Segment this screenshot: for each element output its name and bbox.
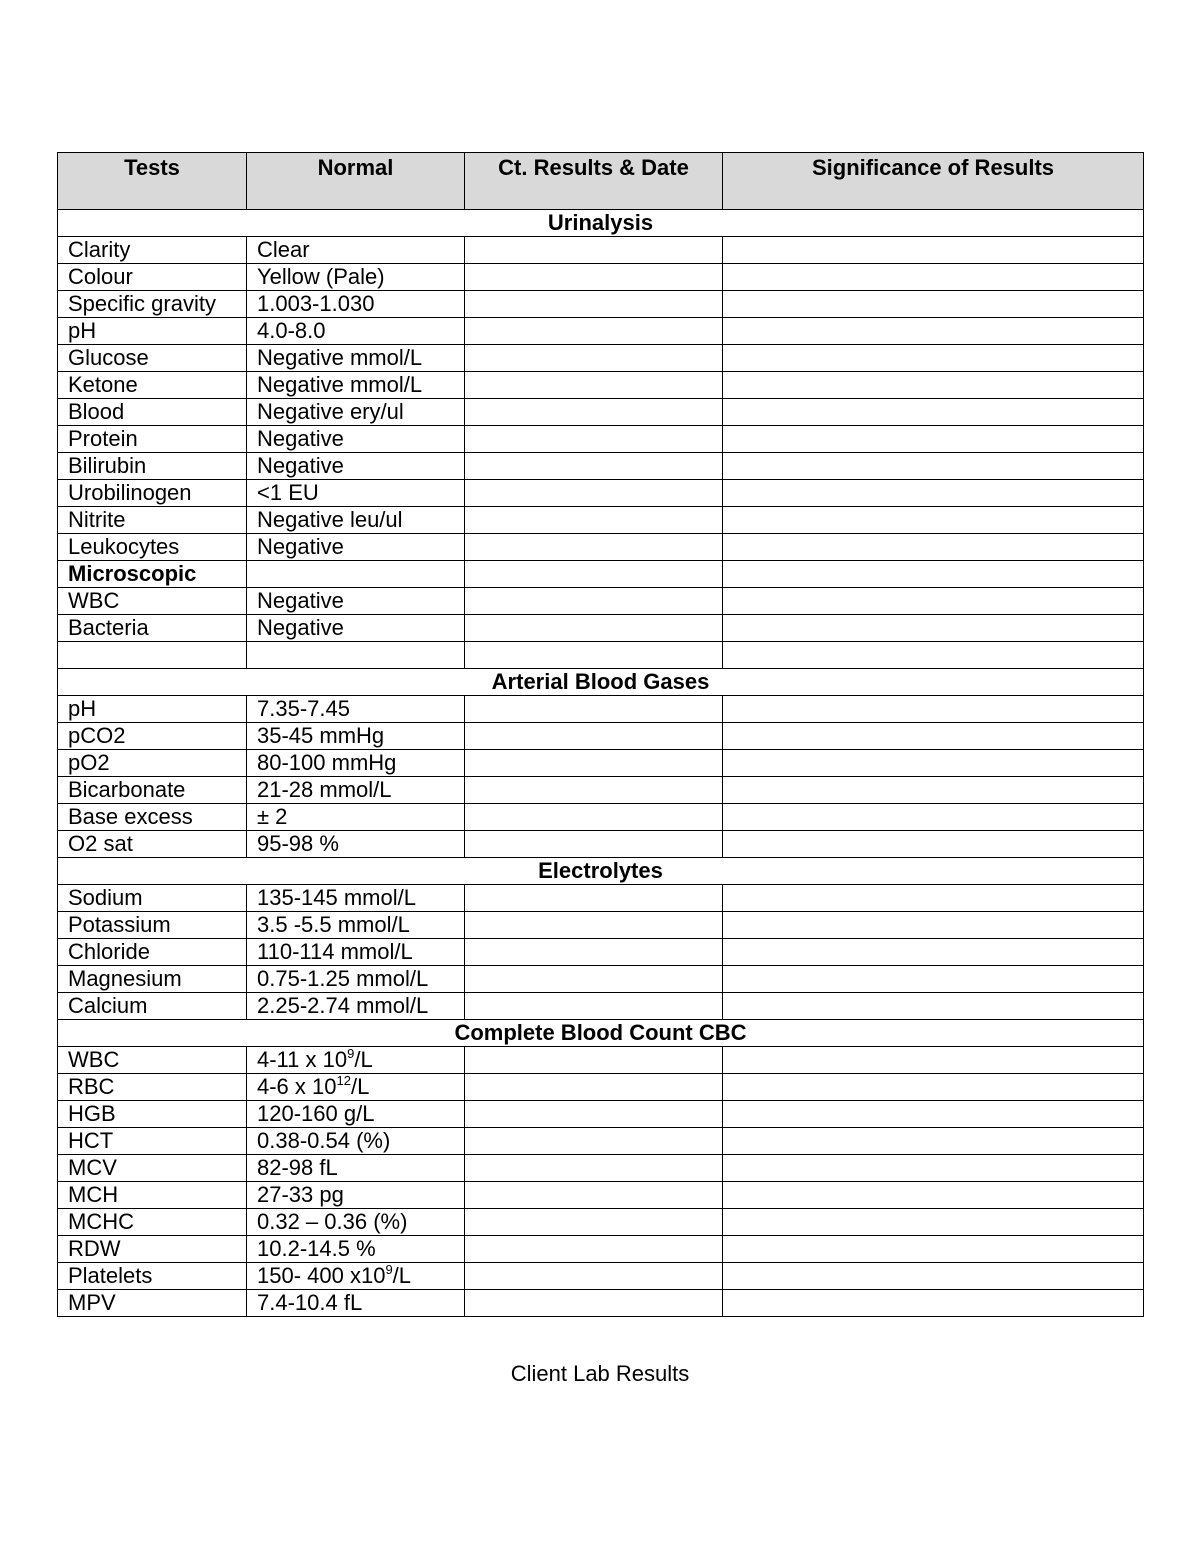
- table-body: [58, 210, 1144, 1317]
- table-row: [58, 480, 1144, 507]
- result-date-cell[interactable]: [465, 723, 723, 750]
- normal-range-cell: 135-145 mmol/L: [247, 885, 465, 912]
- significance-cell[interactable]: [723, 345, 1144, 372]
- significance-cell[interactable]: [723, 777, 1144, 804]
- page-footer: Client Lab Results: [510, 1361, 690, 1386]
- normal-range-cell: 2.25-2.74 mmol/L: [247, 993, 465, 1020]
- result-date-cell[interactable]: [465, 534, 723, 561]
- table-row: [58, 1209, 1144, 1236]
- test-name-cell: WBC: [58, 588, 247, 615]
- significance-cell[interactable]: [723, 318, 1144, 345]
- test-name-cell: pH: [58, 318, 247, 345]
- table-row: [58, 1047, 1144, 1074]
- header-row: [58, 153, 1144, 210]
- result-date-cell[interactable]: [465, 966, 723, 993]
- significance-cell[interactable]: [723, 399, 1144, 426]
- test-name-cell: Microscopic: [58, 561, 247, 588]
- section-title: Complete Blood Count CBC: [58, 1020, 1144, 1047]
- exponent: 9: [385, 1262, 393, 1277]
- significance-cell[interactable]: [723, 588, 1144, 615]
- test-name-cell: Ketone: [58, 372, 247, 399]
- header-tests: Tests: [58, 153, 247, 210]
- significance-cell[interactable]: [723, 696, 1144, 723]
- test-name-cell: Bilirubin: [58, 453, 247, 480]
- test-name-cell: MCH: [58, 1182, 247, 1209]
- significance-cell[interactable]: [723, 1155, 1144, 1182]
- result-date-cell[interactable]: [465, 399, 723, 426]
- test-name-cell: Colour: [58, 264, 247, 291]
- normal-range-cell: 110-114 mmol/L: [247, 939, 465, 966]
- table-row: [58, 588, 1144, 615]
- normal-range-cell: 120-160 g/L: [247, 1101, 465, 1128]
- table-row: [58, 372, 1144, 399]
- result-date-cell[interactable]: [465, 1263, 723, 1290]
- result-date-cell[interactable]: [465, 1128, 723, 1155]
- normal-range-cell: 7.4-10.4 fL: [247, 1290, 465, 1317]
- result-date-cell[interactable]: [465, 831, 723, 858]
- significance-cell[interactable]: [723, 993, 1144, 1020]
- normal-range-cell: 0.38-0.54 (%): [247, 1128, 465, 1155]
- test-name-cell: Bacteria: [58, 615, 247, 642]
- normal-range-cell: 1.003-1.030: [247, 291, 465, 318]
- significance-cell[interactable]: [723, 642, 1144, 669]
- test-name-cell: Base excess: [58, 804, 247, 831]
- result-date-cell[interactable]: [465, 345, 723, 372]
- significance-cell[interactable]: [723, 615, 1144, 642]
- normal-range-cell: ± 2: [247, 804, 465, 831]
- significance-cell[interactable]: [723, 1074, 1144, 1101]
- table-row: [58, 1074, 1144, 1101]
- result-date-cell[interactable]: [465, 1236, 723, 1263]
- table-row: [58, 885, 1144, 912]
- significance-cell[interactable]: [723, 1182, 1144, 1209]
- table-row: [58, 1128, 1144, 1155]
- test-name-cell: Blood: [58, 399, 247, 426]
- significance-cell[interactable]: [723, 831, 1144, 858]
- test-name-cell: MPV: [58, 1290, 247, 1317]
- normal-range-cell: [247, 561, 465, 588]
- normal-range-cell: Negative mmol/L: [247, 345, 465, 372]
- result-date-cell[interactable]: [465, 750, 723, 777]
- result-date-cell[interactable]: [465, 777, 723, 804]
- result-date-cell[interactable]: [465, 1074, 723, 1101]
- test-name-cell: Leukocytes: [58, 534, 247, 561]
- normal-range-cell: [247, 1263, 465, 1290]
- result-date-cell[interactable]: [465, 426, 723, 453]
- table-row: [58, 1182, 1144, 1209]
- table-row: [58, 804, 1144, 831]
- test-name-cell: RDW: [58, 1236, 247, 1263]
- table-row: [58, 561, 1144, 588]
- significance-cell[interactable]: [723, 453, 1144, 480]
- table-row: [58, 507, 1144, 534]
- result-date-cell[interactable]: [465, 1047, 723, 1074]
- significance-cell[interactable]: [723, 1101, 1144, 1128]
- normal-range-cell: [247, 1074, 465, 1101]
- significance-cell[interactable]: [723, 264, 1144, 291]
- section-title: Urinalysis: [58, 210, 1144, 237]
- normal-range-cell: 4.0-8.0: [247, 318, 465, 345]
- significance-cell[interactable]: [723, 1209, 1144, 1236]
- result-date-cell[interactable]: [465, 318, 723, 345]
- significance-cell[interactable]: [723, 534, 1144, 561]
- significance-cell[interactable]: [723, 1263, 1144, 1290]
- significance-cell[interactable]: [723, 1290, 1144, 1317]
- result-date-cell[interactable]: [465, 561, 723, 588]
- table-row: [58, 1236, 1144, 1263]
- normal-range-cell: 7.35-7.45: [247, 696, 465, 723]
- test-name-cell: Protein: [58, 426, 247, 453]
- normal-range-cell: [247, 1047, 465, 1074]
- normal-range-cell: Negative: [247, 534, 465, 561]
- table-row: [58, 426, 1144, 453]
- test-name-cell: MCHC: [58, 1209, 247, 1236]
- section-title: Arterial Blood Gases: [58, 669, 1144, 696]
- test-name-cell: Urobilinogen: [58, 480, 247, 507]
- normal-range-cell: Negative: [247, 453, 465, 480]
- header-significance: Significance of Results: [723, 153, 1144, 210]
- result-date-cell[interactable]: [465, 615, 723, 642]
- significance-cell[interactable]: [723, 939, 1144, 966]
- table-row: [58, 939, 1144, 966]
- section-title: Electrolytes: [58, 858, 1144, 885]
- result-date-cell[interactable]: [465, 453, 723, 480]
- result-date-cell[interactable]: [465, 993, 723, 1020]
- unit-suffix: /L: [354, 1047, 373, 1072]
- normal-range-cell: Negative leu/ul: [247, 507, 465, 534]
- significance-cell[interactable]: [723, 750, 1144, 777]
- result-date-cell[interactable]: [465, 264, 723, 291]
- normal-range-text: 150- 400 x10: [257, 1263, 386, 1288]
- result-date-cell[interactable]: [465, 696, 723, 723]
- table-row: [58, 1101, 1144, 1128]
- table-row: [58, 831, 1144, 858]
- section-row: [58, 858, 1144, 885]
- normal-range-cell: <1 EU: [247, 480, 465, 507]
- test-name-cell: Glucose: [58, 345, 247, 372]
- test-name-cell: Magnesium: [58, 966, 247, 993]
- significance-cell[interactable]: [723, 912, 1144, 939]
- significance-cell[interactable]: [723, 372, 1144, 399]
- normal-range-cell: [247, 642, 465, 669]
- unit-suffix: /L: [350, 1074, 370, 1099]
- significance-cell[interactable]: [723, 561, 1144, 588]
- significance-cell[interactable]: [723, 237, 1144, 264]
- normal-range-cell: 3.5 -5.5 mmol/L: [247, 912, 465, 939]
- test-name-cell: Platelets: [58, 1263, 247, 1290]
- header-results: Ct. Results & Date: [465, 153, 723, 210]
- table-row: [58, 615, 1144, 642]
- test-name-cell: Clarity: [58, 237, 247, 264]
- normal-range-cell: Clear: [247, 237, 465, 264]
- header-normal: Normal: [247, 153, 465, 210]
- result-date-cell[interactable]: [465, 1182, 723, 1209]
- table-row: [58, 264, 1144, 291]
- result-date-cell[interactable]: [465, 237, 723, 264]
- normal-range-cell: 27-33 pg: [247, 1182, 465, 1209]
- test-name-cell: Nitrite: [58, 507, 247, 534]
- section-row: [58, 669, 1144, 696]
- normal-range-text: 4-11 x 10: [257, 1047, 348, 1072]
- significance-cell[interactable]: [723, 1128, 1144, 1155]
- table-row: [58, 534, 1144, 561]
- result-date-cell[interactable]: [465, 588, 723, 615]
- table-row: [58, 642, 1144, 669]
- test-name-cell: pO2: [58, 750, 247, 777]
- significance-cell[interactable]: [723, 1047, 1144, 1074]
- table-row: [58, 723, 1144, 750]
- normal-range-cell: 95-98 %: [247, 831, 465, 858]
- normal-range-cell: Negative: [247, 426, 465, 453]
- result-date-cell[interactable]: [465, 1101, 723, 1128]
- table-row: [58, 237, 1144, 264]
- significance-cell[interactable]: [723, 291, 1144, 318]
- test-name-cell: [58, 642, 247, 669]
- table-row: [58, 966, 1144, 993]
- normal-range-cell: Negative ery/ul: [247, 399, 465, 426]
- normal-range-cell: Negative: [247, 615, 465, 642]
- test-name-cell: HCT: [58, 1128, 247, 1155]
- exponent: 12: [336, 1073, 351, 1088]
- result-date-cell[interactable]: [465, 804, 723, 831]
- test-name-cell: MCV: [58, 1155, 247, 1182]
- normal-range-cell: 80-100 mmHg: [247, 750, 465, 777]
- significance-cell[interactable]: [723, 885, 1144, 912]
- test-name-cell: pCO2: [58, 723, 247, 750]
- normal-range-cell: Yellow (Pale): [247, 264, 465, 291]
- significance-cell[interactable]: [723, 804, 1144, 831]
- section-row: [58, 210, 1144, 237]
- result-date-cell[interactable]: [465, 372, 723, 399]
- table-row: [58, 291, 1144, 318]
- result-date-cell[interactable]: [465, 939, 723, 966]
- table-row: [58, 399, 1144, 426]
- table-row: [58, 318, 1144, 345]
- result-date-cell[interactable]: [465, 480, 723, 507]
- normal-range-cell: 0.32 – 0.36 (%): [247, 1209, 465, 1236]
- significance-cell[interactable]: [723, 507, 1144, 534]
- result-date-cell[interactable]: [465, 885, 723, 912]
- table-row: [58, 777, 1144, 804]
- table-row: [58, 696, 1144, 723]
- table-row: [58, 1290, 1144, 1317]
- test-name-cell: pH: [58, 696, 247, 723]
- table-row: [58, 345, 1144, 372]
- significance-cell[interactable]: [723, 966, 1144, 993]
- test-name-cell: RBC: [58, 1074, 247, 1101]
- section-row: [58, 1020, 1144, 1047]
- result-date-cell[interactable]: [465, 912, 723, 939]
- table-row: [58, 453, 1144, 480]
- result-date-cell[interactable]: [465, 1290, 723, 1317]
- normal-range-cell: 10.2-14.5 %: [247, 1236, 465, 1263]
- test-name-cell: Calcium: [58, 993, 247, 1020]
- test-name-cell: WBC: [58, 1047, 247, 1074]
- test-name-cell: O2 sat: [58, 831, 247, 858]
- normal-range-cell: 35-45 mmHg: [247, 723, 465, 750]
- result-date-cell[interactable]: [465, 507, 723, 534]
- normal-range-cell: 82-98 fL: [247, 1155, 465, 1182]
- exponent: 9: [347, 1046, 355, 1061]
- significance-cell[interactable]: [723, 1236, 1144, 1263]
- significance-cell[interactable]: [723, 723, 1144, 750]
- unit-suffix: /L: [392, 1263, 412, 1288]
- result-date-cell[interactable]: [465, 291, 723, 318]
- table-row: [58, 750, 1144, 777]
- lab-results-table: [57, 152, 1144, 1317]
- normal-range-cell: Negative: [247, 588, 465, 615]
- result-date-cell[interactable]: [465, 1209, 723, 1236]
- table-row: [58, 1263, 1144, 1290]
- result-date-cell[interactable]: [465, 1155, 723, 1182]
- normal-range-cell: 0.75-1.25 mmol/L: [247, 966, 465, 993]
- result-date-cell[interactable]: [465, 642, 723, 669]
- test-name-cell: Sodium: [58, 885, 247, 912]
- normal-range-cell: 21-28 mmol/L: [247, 777, 465, 804]
- normal-range-cell: Negative mmol/L: [247, 372, 465, 399]
- test-name-cell: HGB: [58, 1101, 247, 1128]
- significance-cell[interactable]: [723, 426, 1144, 453]
- significance-cell[interactable]: [723, 480, 1144, 507]
- normal-range-text: 4-6 x 10: [257, 1074, 337, 1099]
- table-row: [58, 993, 1144, 1020]
- table-row: [58, 912, 1144, 939]
- test-name-cell: Potassium: [58, 912, 247, 939]
- test-name-cell: Chloride: [58, 939, 247, 966]
- test-name-cell: Bicarbonate: [58, 777, 247, 804]
- test-name-cell: Specific gravity: [58, 291, 247, 318]
- table-row: [58, 1155, 1144, 1182]
